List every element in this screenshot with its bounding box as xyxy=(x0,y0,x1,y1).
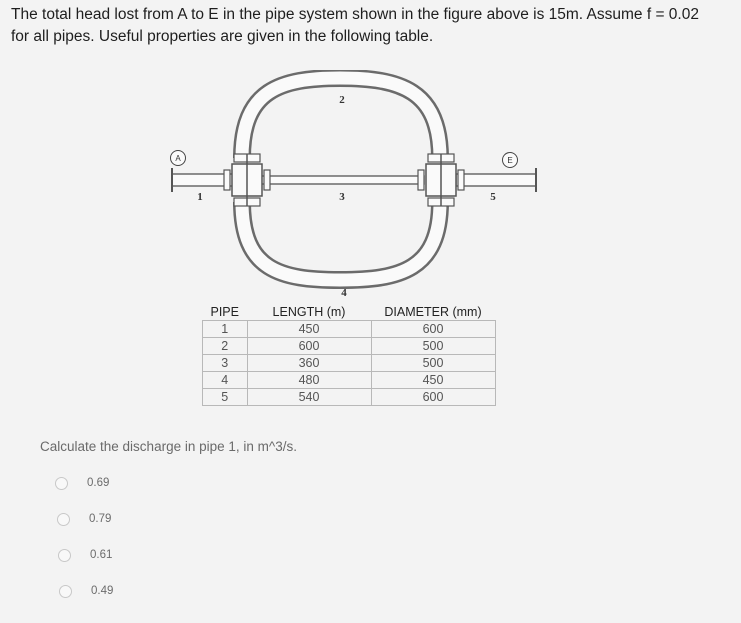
column-header-pipe: PIPE xyxy=(210,305,239,319)
pipe-label-1: 1 xyxy=(197,191,203,203)
pipe-5 xyxy=(456,174,536,186)
table-row xyxy=(203,338,496,355)
cell-pipe: 5 xyxy=(203,389,248,406)
radio-button[interactable] xyxy=(55,477,68,490)
cell-length: 450 xyxy=(247,321,371,338)
table-row xyxy=(203,389,496,406)
option-label: 0.61 xyxy=(90,549,113,561)
pipe-properties-table xyxy=(202,303,496,406)
radio-button[interactable] xyxy=(58,549,71,562)
cell-diameter: 600 xyxy=(371,389,495,406)
cell-diameter: 500 xyxy=(371,355,495,372)
table-header-row xyxy=(203,303,496,321)
radio-button[interactable] xyxy=(57,513,70,526)
option-label: 0.69 xyxy=(87,477,110,489)
cell-pipe: 4 xyxy=(203,372,248,389)
option-label: 0.49 xyxy=(91,585,114,597)
column-header-diameter: DIAMETER (mm) xyxy=(384,305,482,319)
column-header-length: LENGTH (m) xyxy=(272,305,346,319)
cell-pipe: 2 xyxy=(203,338,248,355)
svg-text:E: E xyxy=(507,156,513,165)
question-prompt: Calculate the discharge in pipe 1, in m^3/s. xyxy=(40,439,297,454)
cell-length: 600 xyxy=(247,338,371,355)
cell-length: 540 xyxy=(247,389,371,406)
answer-option-4[interactable] xyxy=(59,582,113,600)
cell-length: 360 xyxy=(247,355,371,372)
cell-diameter: 450 xyxy=(371,372,495,389)
cell-diameter: 500 xyxy=(371,338,495,355)
svg-text:A: A xyxy=(175,154,181,163)
pipe-4-arc xyxy=(242,202,440,280)
pipe-label-4: 4 xyxy=(341,287,347,299)
pipe-network-figure xyxy=(160,70,560,300)
cell-length: 480 xyxy=(247,372,371,389)
answer-option-2[interactable] xyxy=(57,510,113,528)
node-e-marker xyxy=(503,153,518,168)
cell-diameter: 600 xyxy=(371,321,495,338)
pipe-label-3: 3 xyxy=(339,191,345,203)
table-row xyxy=(203,372,496,389)
cell-pipe: 1 xyxy=(203,321,248,338)
table-row xyxy=(203,355,496,372)
pipe-2-arc xyxy=(242,78,440,158)
pipe-label-5: 5 xyxy=(490,191,496,203)
option-label: 0.79 xyxy=(89,513,112,525)
pipe-label-2: 2 xyxy=(339,94,345,106)
question-text: The total head lost from A to E in the pipe system shown in the figure above is 15m. Assume f = 0.02 for all pipes. Useful properties are given in the following table. xyxy=(11,6,699,45)
table-row xyxy=(203,321,496,338)
pipe-3 xyxy=(260,176,424,184)
answer-option-1[interactable] xyxy=(55,474,113,492)
answer-option-3[interactable] xyxy=(58,546,113,564)
radio-button[interactable] xyxy=(59,585,72,598)
node-a-marker xyxy=(171,151,186,166)
cell-pipe: 3 xyxy=(203,355,248,372)
answer-options xyxy=(55,474,113,618)
